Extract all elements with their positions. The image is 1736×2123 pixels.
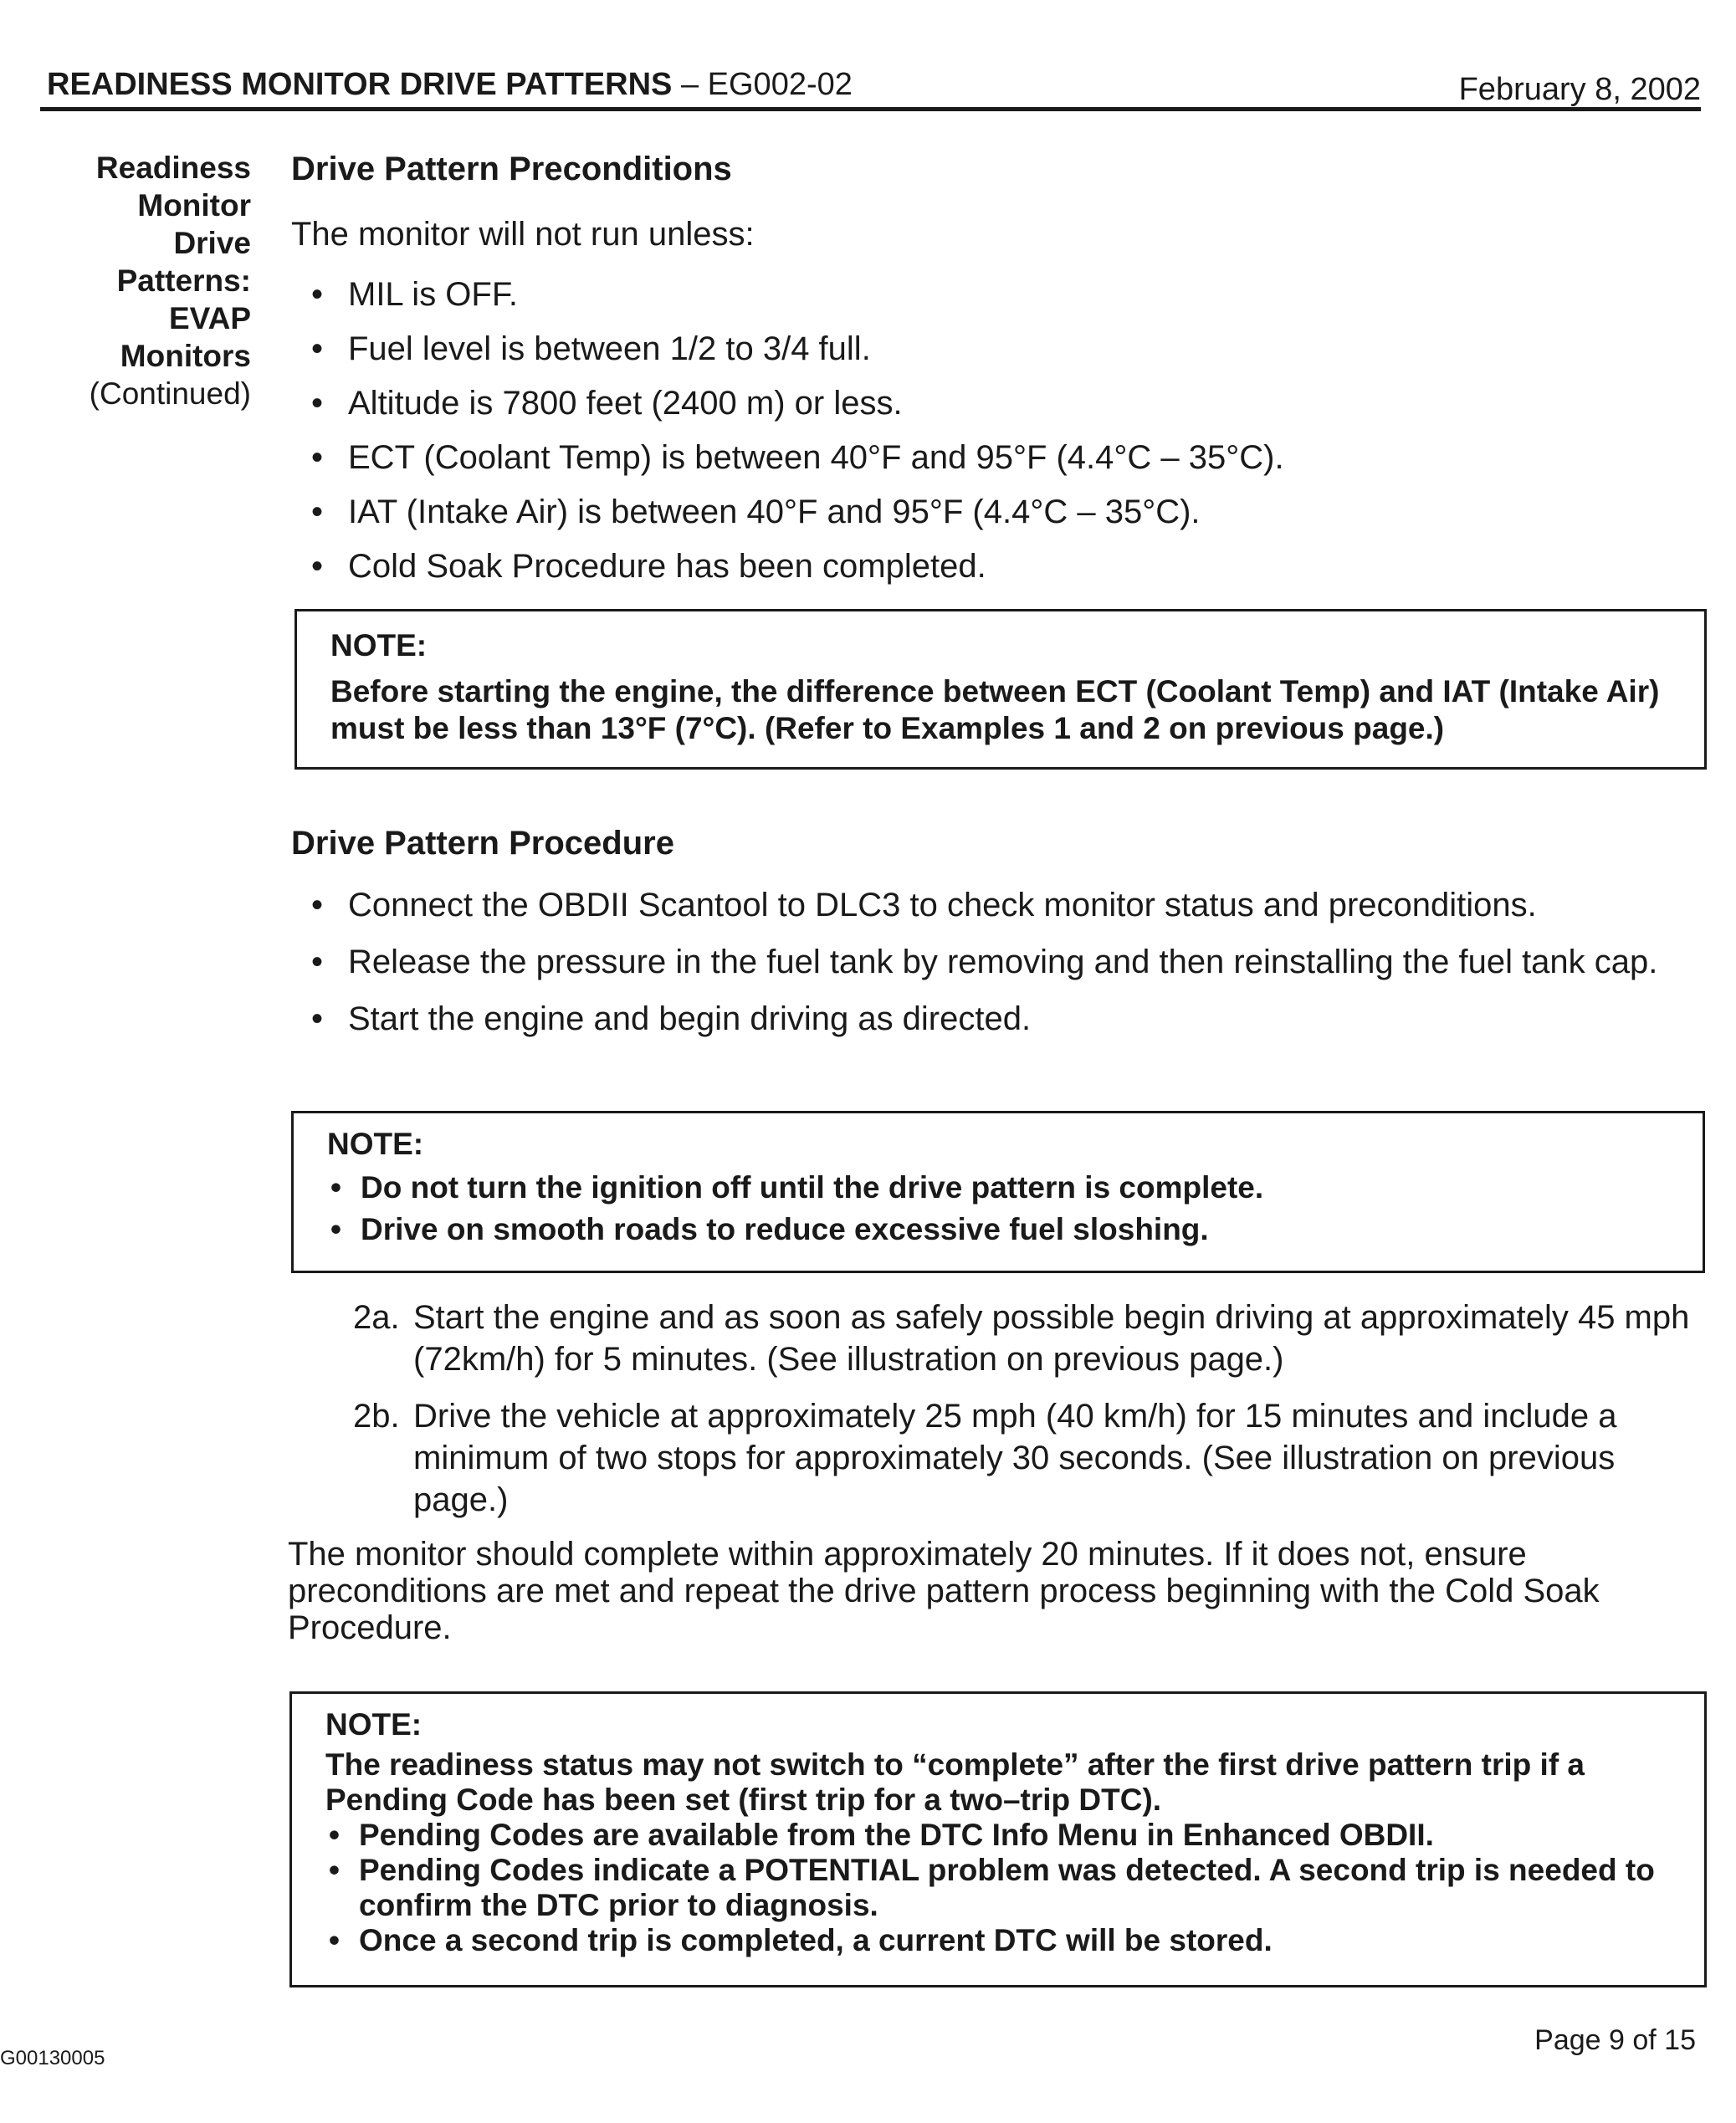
list-item: • Do not turn the ignition off until the drive pattern is complete.	[327, 1167, 1669, 1209]
note-title: NOTE:	[327, 1127, 424, 1161]
step-item	[353, 1395, 1692, 1521]
step-number: 2a.	[353, 1299, 400, 1336]
preconditions-list	[291, 268, 1284, 594]
header-date: February 8, 2002	[1458, 72, 1701, 107]
note-box-ect-iat	[294, 609, 1707, 770]
step-text: Drive the vehicle at approximately 25 mph (40 km/h) for 15 minutes and include a minimum of two stops for approximately 30 seconds. (See illustration on previous page.)	[413, 1398, 1617, 1518]
step-item	[353, 1297, 1692, 1380]
side-heading-continued: (Continued)	[89, 376, 251, 411]
list-item: • ECT (Coolant Temp) is between 40°F and 95°F (4.4°C – 35°C).	[291, 431, 1284, 485]
page-number: Page 9 of 15	[1534, 2024, 1696, 2056]
note-title: NOTE:	[330, 628, 428, 662]
step-number: 2b.	[353, 1398, 400, 1435]
list-item: • MIL is OFF.	[291, 268, 1284, 322]
note-box-drive	[291, 1111, 1705, 1273]
procedure-list	[291, 885, 1697, 1039]
note-box-pending-codes	[289, 1691, 1707, 1987]
preconditions-intro: The monitor will not run unless:	[291, 216, 755, 253]
side-heading-line: Monitors	[120, 339, 251, 373]
list-item: • Start the engine and begin driving as directed.	[291, 999, 1697, 1039]
completion-paragraph: The monitor should complete within approximately 20 minutes. If it does not, ensure preconditions are met and repeat the drive pattern process beginning with the Cold Soak Procedure.	[288, 1536, 1600, 1646]
list-item: • Pending Codes are available from the DTC Info Menu in Enhanced OBDII.	[325, 1818, 1671, 1853]
header-title-code: – EG002-02	[672, 67, 853, 102]
list-item: • Connect the OBDII Scantool to DLC3 to check monitor status and preconditions.	[291, 885, 1697, 925]
note-text: Before starting the engine, the difference between ECT (Coolant Temp) and IAT (Intake Air) must be less than 13°F (7°C). (Refer to Examples 1 and 2 on previous page.)	[330, 674, 1660, 745]
step-text: Start the engine and as soon as safely possible begin driving at approximately 45 mph (72km/h) for 5 minutes. (See illustration on previous page.)	[413, 1299, 1690, 1378]
page-header	[40, 60, 1701, 110]
side-heading-line: Monitor	[137, 188, 251, 223]
list-item: • Altitude is 7800 feet (2400 m) or less.	[291, 376, 1284, 431]
preconditions-heading: Drive Pattern Preconditions	[291, 151, 732, 187]
note-list	[327, 1167, 1669, 1251]
side-heading-line: Patterns:	[116, 263, 251, 298]
list-item: • Fuel level is between 1/2 to 3/4 full.	[291, 322, 1284, 376]
header-rule	[40, 107, 1701, 111]
side-heading-line: Drive	[173, 226, 251, 260]
list-item: • Cold Soak Procedure has been completed.	[291, 540, 1284, 594]
side-heading	[50, 149, 251, 412]
document-code: G00130005	[0, 2047, 105, 2069]
side-heading-line: Readiness	[95, 151, 251, 185]
list-item: • Release the pressure in the fuel tank by removing and then reinstalling the fuel tank cap.	[291, 942, 1697, 982]
note-title: NOTE:	[325, 1707, 422, 1742]
side-heading-line: EVAP	[168, 301, 251, 335]
header-title	[47, 67, 853, 103]
header-title-bold: READINESS MONITOR DRIVE PATTERNS	[47, 67, 673, 102]
drive-steps	[353, 1297, 1692, 1521]
note-text: The readiness status may not switch to “complete” after the first drive pattern trip if a Pending Code has been set (first trip for a two–trip DTC).	[325, 1747, 1585, 1817]
procedure-heading: Drive Pattern Procedure	[291, 825, 674, 862]
list-item: • Once a second trip is completed, a current DTC will be stored.	[325, 1923, 1671, 1958]
list-item: • Pending Codes indicate a POTENTIAL problem was detected. A second trip is needed to confirm the DTC prior to diagnosis.	[325, 1853, 1671, 1923]
note-list	[325, 1818, 1671, 1958]
list-item: • IAT (Intake Air) is between 40°F and 95°F (4.4°C – 35°C).	[291, 485, 1284, 540]
list-item: • Drive on smooth roads to reduce excessive fuel sloshing.	[327, 1209, 1669, 1251]
